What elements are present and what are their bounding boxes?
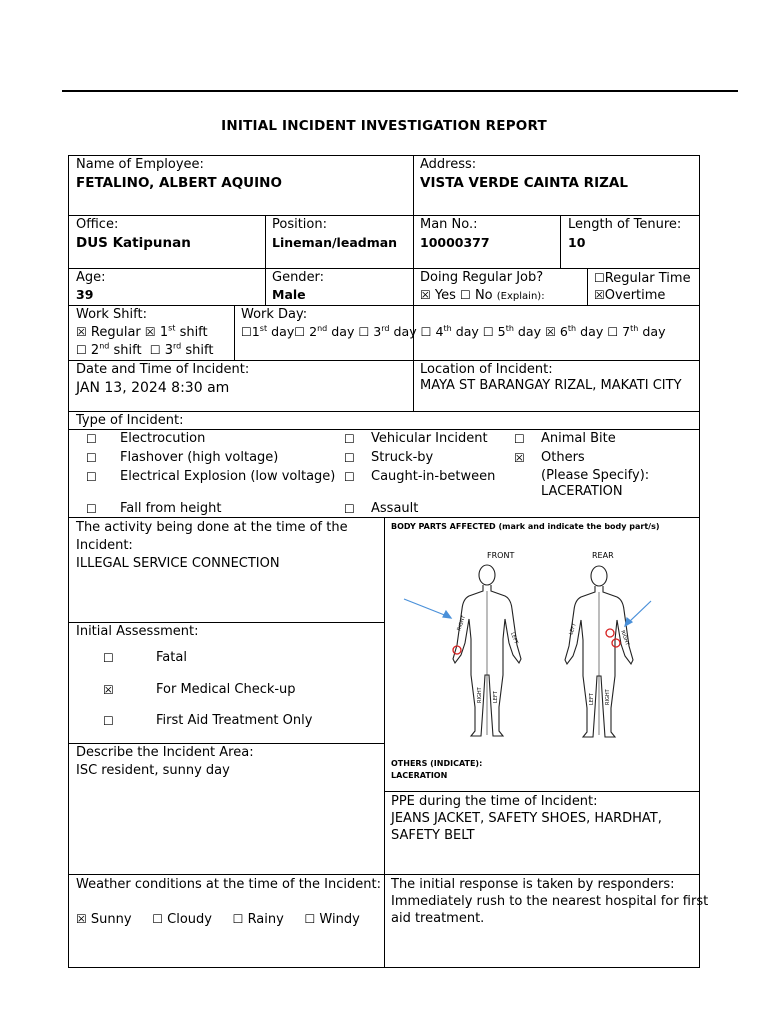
indicator-arrows <box>404 599 651 626</box>
caught-checkbox[interactable]: ☐ <box>344 470 355 484</box>
activity-value: ILLEGAL SERVICE CONNECTION <box>76 556 280 571</box>
ordinal: th <box>567 323 577 333</box>
response-label: The initial response is taken by responders: <box>391 877 675 892</box>
man-no-label: Man No.: <box>420 217 478 232</box>
electrocution-label: Electrocution <box>120 431 206 446</box>
work-day-label: Work Day: <box>241 307 308 322</box>
activity-label-line-2: Incident: <box>76 538 133 553</box>
second-shift-num: 2 <box>90 343 100 358</box>
employee-name: FETALINO, ALBERT AQUINO <box>76 175 282 191</box>
rear-figure <box>565 566 633 737</box>
rear-arrow-head <box>625 618 632 626</box>
struck-checkbox[interactable]: ☐ <box>344 451 355 465</box>
activity-label-line-1: The activity being done at the time of the <box>76 520 348 535</box>
rear-label: REAR <box>592 551 614 560</box>
ordinal: nd <box>99 341 110 351</box>
ordinal: th <box>443 323 452 333</box>
datetime-value: JAN 13, 2024 8:30 am <box>76 380 230 396</box>
gender-label: Gender: <box>272 270 325 285</box>
front-figure <box>453 565 521 736</box>
explain-label: (Explain): <box>496 291 545 302</box>
ppe-value-line-2: SAFETY BELT <box>391 828 475 843</box>
day-7-checkbox[interactable]: ☐ <box>607 325 619 339</box>
specify-value: LACERATION <box>541 484 623 499</box>
rear-right-label: RIGHT <box>619 629 631 647</box>
first-shift-num: 1 <box>159 325 169 340</box>
body-diagram <box>385 535 699 750</box>
ordinal: nd <box>317 323 328 333</box>
shift-word: shift <box>185 343 214 358</box>
windy-checkbox[interactable]: ☐ <box>304 912 316 926</box>
report-title: INITIAL INCIDENT INVESTIGATION REPORT <box>221 118 547 134</box>
third-shift-num: 3 <box>164 343 174 358</box>
yes-label: Yes <box>434 288 456 303</box>
day-word: day <box>517 324 542 339</box>
tenure-label: Length of Tenure: <box>568 217 682 232</box>
work-day-options <box>241 324 666 340</box>
overtime-checkbox[interactable]: ☒ <box>594 288 605 302</box>
rear-right-forearm-mark-1 <box>606 629 614 637</box>
fall-checkbox[interactable]: ☐ <box>86 502 97 516</box>
day-num: 4 <box>435 324 444 339</box>
flashover-checkbox[interactable]: ☐ <box>86 451 97 465</box>
rear-right-forearm-mark-2 <box>612 639 620 647</box>
day-word: day <box>455 324 479 339</box>
yes-checkbox[interactable]: ☒ <box>420 288 431 302</box>
type-of-incident-label: Type of Incident: <box>76 413 184 428</box>
front-right-wrist-mark <box>453 646 461 654</box>
medical-checkbox[interactable]: ☒ <box>103 683 114 697</box>
front-right-leg-label: RIGHT <box>477 687 483 703</box>
response-value-line-2: aid treatment. <box>391 911 485 926</box>
datetime-label: Date and Time of Incident: <box>76 362 250 377</box>
regular-job-options <box>420 287 545 305</box>
caught-label: Caught-in-between <box>371 469 496 484</box>
address-value: VISTA VERDE CAINTA RIZAL <box>420 175 628 191</box>
first-aid-label: First Aid Treatment Only <box>156 713 313 728</box>
day-num: 2 <box>309 324 318 339</box>
medical-label: For Medical Check-up <box>156 682 296 697</box>
man-no-value: 10000377 <box>420 235 490 250</box>
day-num: 7 <box>622 324 631 339</box>
tenure-value: 10 <box>568 235 586 250</box>
weather-options <box>76 911 360 928</box>
age-value: 39 <box>76 287 94 302</box>
assault-label: Assault <box>371 501 419 516</box>
second-shift-checkbox[interactable]: ☐ <box>76 343 87 357</box>
fall-label: Fall from height <box>120 501 222 516</box>
explosion-checkbox[interactable]: ☐ <box>86 470 97 484</box>
front-left-leg-label: LEFT <box>493 691 499 703</box>
assault-checkbox[interactable]: ☐ <box>344 502 355 516</box>
position-label: Position: <box>272 217 327 232</box>
overtime-option <box>594 287 665 304</box>
cloudy-checkbox[interactable]: ☐ <box>152 912 164 926</box>
overtime-label: Overtime <box>604 288 666 303</box>
shift-word: shift <box>179 325 208 340</box>
others-label: Others <box>541 450 585 465</box>
ordinal: th <box>505 323 514 333</box>
third-shift-checkbox[interactable]: ☐ <box>149 343 161 357</box>
body-parts-label: BODY PARTS AFFECTED (mark and indicate the body part/s) <box>391 522 660 531</box>
gender-value: Male <box>272 287 306 302</box>
rear-left-leg-label: LEFT <box>589 693 595 705</box>
day-4-checkbox[interactable]: ☐ <box>420 325 432 339</box>
front-label: FRONT <box>487 551 515 560</box>
windy-label: Windy <box>319 912 360 927</box>
office-value: DUS Katipunan <box>76 235 191 251</box>
regular-shift-label: Regular <box>90 325 141 340</box>
weather-label: Weather conditions at the time of the Incident: <box>76 877 381 892</box>
location-label: Location of Incident: <box>420 362 553 377</box>
shift-word: shift <box>113 343 142 358</box>
ppe-value-line-1: JEANS JACKET, SAFETY SHOES, HARDHAT, <box>391 811 662 826</box>
ordinal: st <box>259 323 268 333</box>
regular-job-label: Doing Regular Job? <box>420 270 544 285</box>
day-1-checkbox[interactable]: ☐ <box>241 325 252 339</box>
first-shift-checkbox[interactable]: ☒ <box>144 325 156 339</box>
incident-area-label: Describe the Incident Area: <box>76 745 254 760</box>
office-label: Office: <box>76 217 119 232</box>
others-checkbox[interactable]: ☒ <box>514 451 525 465</box>
day-word: day <box>642 324 666 339</box>
vehicular-label: Vehicular Incident <box>371 431 488 446</box>
rainy-label: Rainy <box>247 912 284 927</box>
struck-label: Struck-by <box>371 450 434 465</box>
day-3-checkbox[interactable]: ☐ <box>358 325 370 339</box>
no-label: No <box>474 288 493 303</box>
explosion-label: Electrical Explosion (low voltage) <box>120 469 336 484</box>
address-label: Address: <box>420 157 477 172</box>
age-label: Age: <box>76 270 106 285</box>
flashover-label: Flashover (high voltage) <box>120 450 279 465</box>
animal-bite-checkbox[interactable]: ☐ <box>514 432 525 446</box>
day-word: day <box>331 324 355 339</box>
rainy-checkbox[interactable]: ☐ <box>232 912 244 926</box>
front-arrow-line <box>404 599 447 616</box>
day-num: 3 <box>373 324 382 339</box>
front-arrow-head <box>443 611 451 618</box>
regular-time-label: Regular Time <box>604 271 691 286</box>
others-indicate-label: OTHERS (INDICATE): <box>391 759 483 768</box>
specify-label: (Please Specify): <box>541 468 650 483</box>
incident-area-value: ISC resident, sunny day <box>76 763 230 778</box>
day-2-checkbox[interactable]: ☐ <box>294 325 306 339</box>
work-shift-row-1 <box>76 324 208 341</box>
day-word: day <box>271 324 295 339</box>
ordinal: st <box>168 323 176 333</box>
ppe-label: PPE during the time of Incident: <box>391 794 598 809</box>
ordinal: rd <box>381 323 390 333</box>
animal-bite-label: Animal Bite <box>541 431 616 446</box>
regular-time-checkbox[interactable]: ☐ <box>594 271 605 285</box>
work-shift-label: Work Shift: <box>76 307 147 322</box>
response-value-line-1: Immediately rush to the nearest hospital for first <box>391 894 709 909</box>
injury-marks <box>453 629 620 654</box>
day-word: day <box>580 324 604 339</box>
rear-left-label: LEFT <box>568 622 578 636</box>
rear-right-leg-label: RIGHT <box>605 689 611 705</box>
day-num: 5 <box>497 324 506 339</box>
no-checkbox[interactable]: ☐ <box>460 288 471 302</box>
front-left-label: LEFT <box>509 631 519 645</box>
header-rule <box>62 90 738 92</box>
day-5-checkbox[interactable]: ☐ <box>482 325 494 339</box>
day-num: 1 <box>251 324 260 339</box>
rear-arrow-line <box>628 601 651 623</box>
fatal-checkbox[interactable]: ☐ <box>103 651 114 665</box>
ordinal: th <box>630 323 639 333</box>
cloudy-label: Cloudy <box>167 912 212 927</box>
front-right-label: RIGHT <box>456 614 468 632</box>
position-value: Lineman/leadman <box>272 235 398 250</box>
electrocution-checkbox[interactable]: ☐ <box>86 432 97 446</box>
ordinal: rd <box>173 341 182 351</box>
vehicular-checkbox[interactable]: ☐ <box>344 432 355 446</box>
location-value: MAYA ST BARANGAY RIZAL, MAKATI CITY <box>420 378 682 393</box>
initial-assessment-label: Initial Assessment: <box>76 624 199 639</box>
regular-shift-checkbox[interactable]: ☒ <box>76 325 87 339</box>
work-shift-row-2 <box>76 342 213 359</box>
others-indicate-value: LACERATION <box>391 771 448 780</box>
day-6-checkbox[interactable]: ☒ <box>545 325 556 339</box>
regular-time-option <box>594 270 691 287</box>
fatal-label: Fatal <box>156 650 187 665</box>
first-aid-checkbox[interactable]: ☐ <box>103 714 114 728</box>
day-num: 6 <box>559 324 568 339</box>
sunny-checkbox[interactable]: ☒ <box>76 912 87 926</box>
employee-name-label: Name of Employee: <box>76 157 204 172</box>
day-word: day <box>393 324 417 339</box>
sunny-label: Sunny <box>90 912 132 927</box>
